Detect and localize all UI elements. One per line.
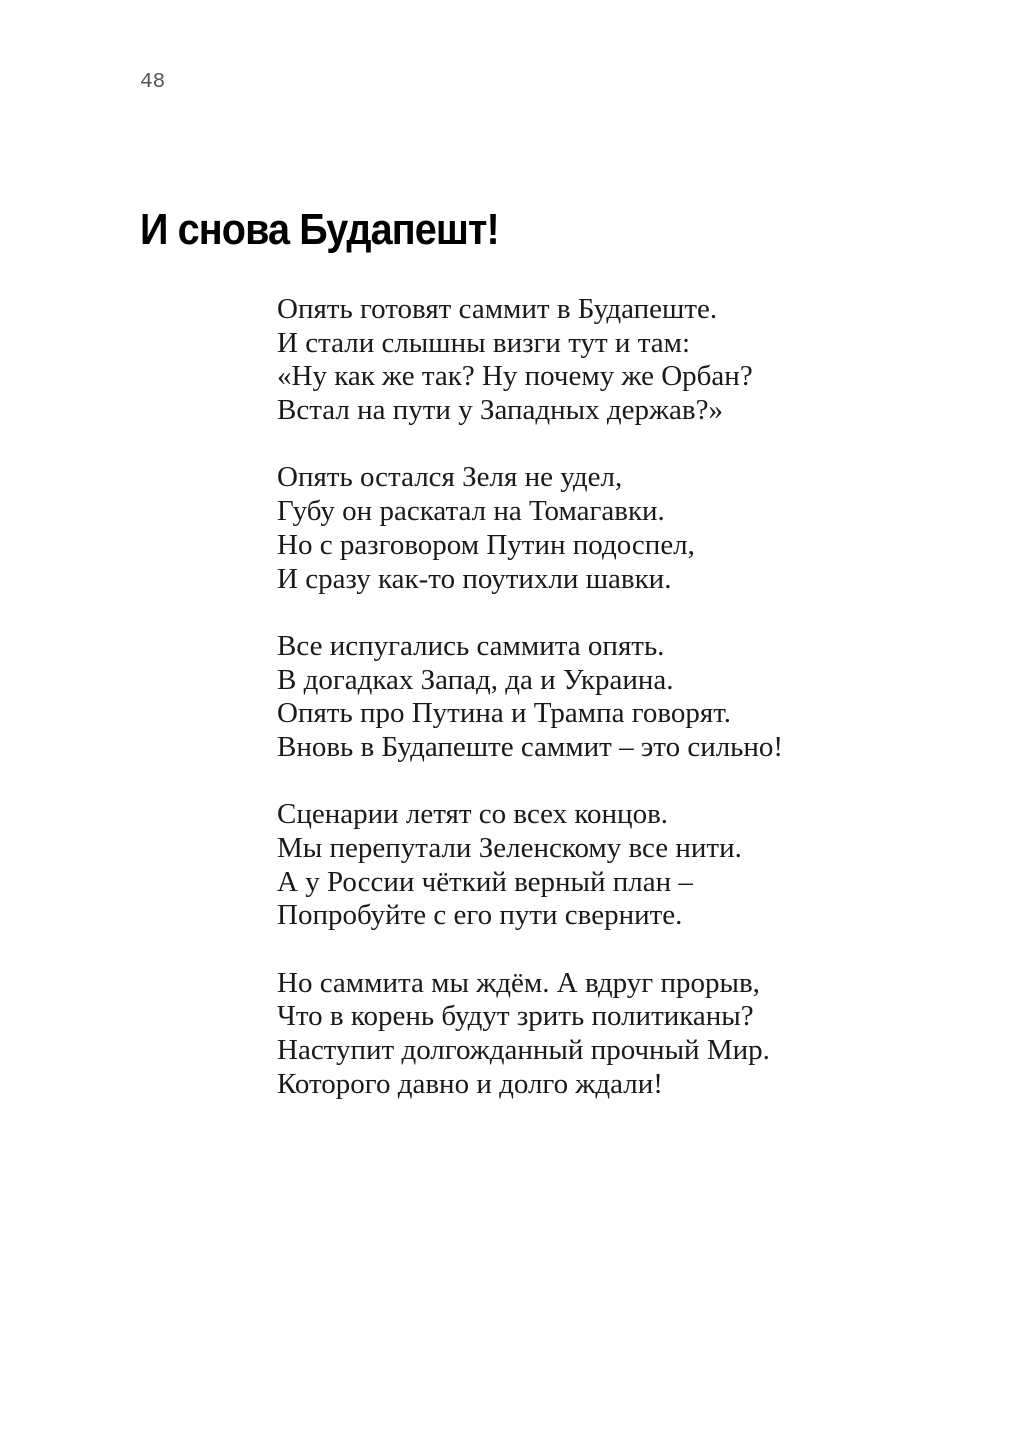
poem-line: Губу он раскатал на Томагавки. — [277, 495, 665, 528]
poem-line: А у России чёткий верный план – — [277, 865, 693, 898]
poem-line: Что в корень будут зрить политиканы? — [277, 1000, 754, 1033]
poem-line: Попробуйте с его пути сверните. — [277, 899, 683, 932]
poem-line: И стали слышны визги тут и там: — [277, 326, 690, 359]
stanza — [277, 967, 783, 1102]
poem-line: Опять остался Зеля не удел, — [277, 461, 623, 494]
page-number: 48 — [140, 71, 166, 94]
poem-line: И сразу как-то поутихли шавки. — [277, 562, 672, 595]
stanza — [277, 461, 783, 596]
poem-title: И снова Будапешт! — [140, 205, 499, 254]
poem-line: Но саммита мы ждём. А вдруг прорыв, — [277, 966, 760, 999]
poem-line: Мы перепутали Зеленскому все нити. — [277, 832, 742, 864]
poem-line: Опять про Путина и Трампа говорят. — [277, 697, 731, 730]
poem-line: Вновь в Будапеште саммит – это сильно! — [277, 730, 784, 763]
poem-line: Опять готовят саммит в Будапеште. — [277, 293, 718, 325]
poem-line: Сценарии летят со всех концов. — [277, 798, 669, 831]
stanza — [277, 630, 783, 765]
stanza — [277, 798, 783, 933]
poem-line: Встал на пути у Западных держав?» — [277, 394, 723, 427]
poem-line: Наступит долгожданный прочный Мир. — [277, 1034, 770, 1067]
poem-body — [277, 293, 783, 1102]
poem-line: Но с разговором Путин подоспел, — [277, 528, 695, 561]
stanza — [277, 293, 783, 428]
poem-line: «Ну как же так? Ну почему же Орбан? — [277, 360, 753, 393]
poem-line: Все испугались саммита опять. — [277, 629, 665, 662]
poem-line: В догадках Запад, да и Украина. — [277, 663, 674, 696]
poem-line: Которого давно и долго ждали! — [277, 1067, 663, 1100]
